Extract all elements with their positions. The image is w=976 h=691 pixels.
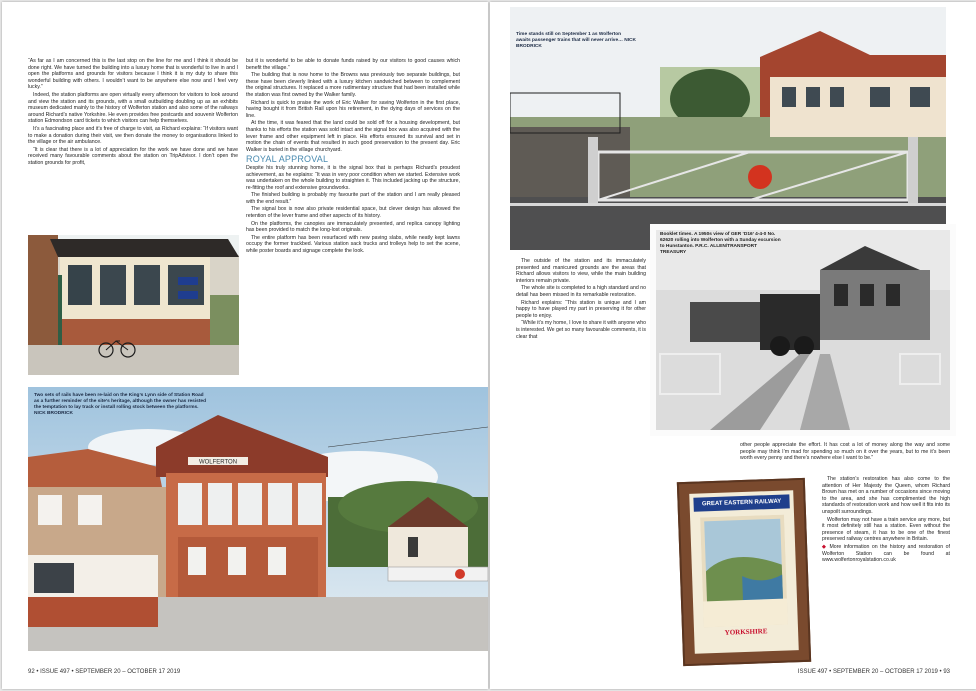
paragraph: Richard explains: “This station is unique and I am happy to have played my part in preserving it for other people to enjoy. bbox=[516, 299, 646, 319]
section-heading: ROYAL APPROVAL bbox=[246, 154, 329, 165]
more-info-text: More information on the history and restoration of Wolferton Station can be found at www.wolfertonroyalstation.co.uk bbox=[822, 543, 950, 564]
paragraph: At the time, it was feared that the land could be sold off for a housing development, but thanks to his efforts the station was sold intact and the signal box was also acquired with the lever frame and other equipment left in place. His efforts ensured its survival and set in motion the chain of events that resulted in such good preservation to the present day. Eric Walker is buried in the village churchyard. bbox=[246, 120, 460, 153]
station-sign: WOLFERTON bbox=[198, 459, 238, 466]
right-page bbox=[490, 2, 976, 689]
paragraph: “It is clear that there is a lot of appreciation for the work we have done and we have received many favourable comments about the station on TripAdvisor. I don’t open the station grounds for profit, bbox=[28, 146, 238, 166]
framed-poster bbox=[677, 478, 811, 666]
paragraph: The outside of the station and its immaculately presented and manicured grounds are the areas that Richard allows visitors to view, while the main building interiors remain private. bbox=[516, 258, 646, 284]
paragraph: “As far as I am concerned this is the last stop on the line for me and I think it should be done right. We have turned the building into a luxury home that is wonderful to live in and I open the platforms and grounds for visitors because I think it is my duty to share this wonderful building with others. I wouldn’t want to be anywhere else now and I feel very lucky.” bbox=[28, 58, 238, 91]
left-page bbox=[2, 2, 488, 689]
paragraph: The finished building is probably my favourite part of the station and I am really pleased with the end result.” bbox=[246, 192, 460, 205]
paragraph: The entire platform has been resurfaced with new paving slabs, while neatly kept lawns occupy the former trackbed. Various station sack trucks and trolleys help to set the scene, while poster boards and signage complete the look. bbox=[246, 234, 460, 255]
right-column-2 bbox=[822, 476, 950, 565]
paragraph: The building that is now home to the Browns was previously two separate buildings, but these have been cleverly linked with a luxury kitchen sandwiched between to complement the original structures. It replaced a more rudimentary structure that had been installed while the station was first owned by the Walker family. bbox=[246, 72, 460, 98]
poster-footer: YORKSHIRE bbox=[724, 627, 768, 637]
bullet-icon: ◆ bbox=[822, 543, 828, 550]
poster-artwork bbox=[700, 515, 788, 628]
archive-photo-caption: Booklet times. A 1950s view of GER ‘D16’ 4-4-0 No. 62620 rolling into Wolferton with a Sunday excursion to Hunstanton. P.R.C. ALLEN/TRANSPORT TREASURY bbox=[660, 232, 781, 255]
paragraph: The station’s restoration has also come to the attention of Her Majesty the Queen, whom Richard Brown has met on a number of occasions since moving to the area, and she has complimented the high standards of restoration work and how well it fits into its unspoilt surroundings. bbox=[822, 476, 950, 515]
page-folio-right: ISSUE 497 • SEPTEMBER 20 – OCTOBER 17 2019 • 93 bbox=[797, 669, 950, 675]
platform-building-photo bbox=[28, 235, 239, 375]
station-photo-caption: Two sets of rails have been re-laid on the King’s Lynn side of Station Road as a further reminder of the site’s heritage, although the owner has resisted the temptation to lay track or install rolling stock between the platforms. NICK BRODRICK bbox=[34, 393, 207, 416]
left-column-1 bbox=[28, 58, 238, 168]
paragraph: On the platforms, the canopies are immaculately presented, and replica canopy lighting has been provided to match the long-lost originals. bbox=[246, 220, 460, 234]
gates-photo-caption: Time stands still on September 1 as Wolferton awaits passenger trains that will never arrive… NICK BRODRICK bbox=[516, 32, 636, 49]
poster-mount bbox=[689, 490, 799, 654]
paragraph: “While it’s my home, I love to share it with anyone who is interested. We get so many favourable comments, it is clear that bbox=[516, 320, 646, 340]
paragraph: It’s a fascinating place and it’s free of charge to visit, as Richard explains: “If visitors want to make a donation during their visit, we then donate the money to organisations linked to the village or the air ambulance. bbox=[28, 125, 238, 146]
paragraph: Richard is quick to praise the work of Eric Walker for saving Wolferton in the first place, having bought it from British Rail upon his retirement, in the dying days of services on the line. bbox=[246, 99, 460, 119]
right-column-2-top bbox=[740, 442, 950, 463]
paragraph: but it is wonderful to be able to donate funds raised by our visitors to good causes which benefit the village.” bbox=[246, 58, 460, 71]
paragraph: The whole site is completed to a high standard and no detail has been missed in its remarkable restoration. bbox=[516, 285, 646, 298]
paragraph: Wolferton may not have a train service any more, but it most definitely still has a station. Even without the presence of steam, it has to be one of the finest preserved railway centres anywhere in Britain. bbox=[822, 516, 950, 543]
page-folio-left: 92 • ISSUE 497 • SEPTEMBER 20 – OCTOBER 17 2019 bbox=[28, 669, 181, 675]
poster-header: GREAT EASTERN RAILWAY bbox=[693, 494, 789, 511]
left-column-2 bbox=[246, 58, 460, 256]
paragraph: Despite his truly stunning home, it is the signal box that is perhaps Richard’s proudest achievement, as he explains: “It was in very poor condition when we started. Extensive work was undertaken on the whole building to straighten it. This included jacking up the structure, re-fitting the roof and extensive groundworks. bbox=[246, 164, 460, 191]
more-info bbox=[822, 544, 950, 564]
right-column-1 bbox=[516, 258, 646, 341]
paragraph: other people appreciate the effort. It has cost a lot of money along the way and some people may think I’m mad for spending so much on it over the years, but to me it’s been worth every penny and there’s nowhere else I want to be.” bbox=[740, 442, 950, 462]
station-exterior-photo bbox=[28, 387, 488, 651]
paragraph: Indeed, the station platforms are open virtually every afternoon for visitors to look around and view the station and its grounds, with a small outbuilding doubling up as an exhibits museum dedicated mainly to the history of Wolferton station and also some of the railways around Richard’s native Yorkshire. He even provides free postcards and souvenir Wolferton station Edmondson card tickets to which visitors can help themselves. bbox=[28, 91, 238, 125]
paragraph: The signal box is now also private residential space, but clever design has allowed the retention of the lever frame and other aspects of its history. bbox=[246, 206, 460, 220]
